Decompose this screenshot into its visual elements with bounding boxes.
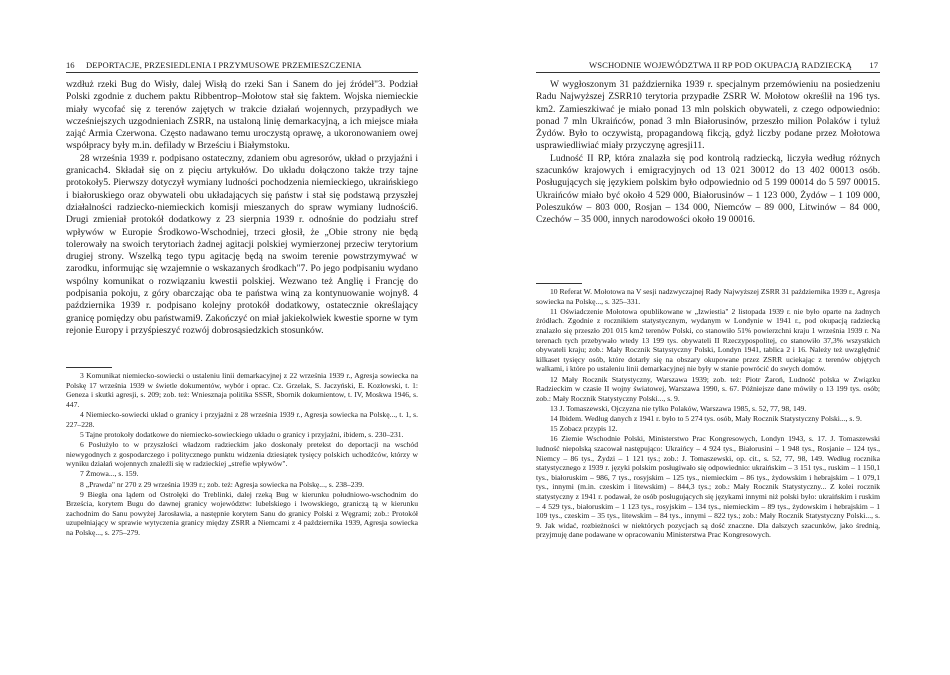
left-running-head: DEPORTACJE, PRZESIEDLENIA I PRZYMUSOWE PRZEMIESZCZENIA (86, 60, 362, 70)
footnote-3: 3 Komunikat niemiecko-sowiecki o ustaleniu linii demarkacyjnej z 22 września 1939 r., Agresja sowiecka na Polskę 17 września 1939 w świetle dokumentów, wybór i oprac. Cz. Grzelak, S. Jaczyński, E. Kozłowski, t. 1: Geneza i skutki agresji, s. 209; zob. też: Wniesznaja politika SSSR, Sbornik dokumientow, t. IV, Moskwa 1946, s. 447. (66, 371, 418, 409)
left-page-header (66, 58, 418, 73)
right-page-number: 17 (869, 60, 878, 70)
left-body-text (66, 79, 418, 337)
right-page-header (536, 58, 880, 73)
footnote-5: 5 Tajne protokoły dodatkowe do niemiecko-sowieckiego układu o granicy i przyjaźni, ibidem, s. 230–231. (80, 429, 404, 439)
footnote-11: 11 Oświadczenie Mołotowa opublikowane w „Izwiestia" 2 listopada 1939 r. nie było oparte na żadnych źródłach. Zgodnie z rocznikiem statystycznym, wydanym w Londynie w 1941 r., pod okupacją radziecką znalazło się przeszło 201 015 km2 terenów Polski, co stanowiło 51% powierzchni kraju 1 września 1939 r. Na terenach tych przebywało wtedy 13 199 tys. obywateli II Rzeczypospolitej, co stanowiło 37,3% wszystkich obywateli kraju; zob.: Mały Rocznik Statystyczny Polski, Londyn 1941, tablica 2 i 16. Należy też uwzględnić kilkaset tysięcy osób, które dotarły się na obszary okupowane przez ZSRR uciekając z terenów objętych walkami, i które po ustaleniu linii demarkacyjnej nie były w stanie powrócić do swych domów. (536, 306, 880, 374)
right-page (536, 0, 880, 675)
right-running-head: WSCHODNIE WOJEWÓDZTWA II RP POD OKUPACJĄ RADZIECKĄ (589, 60, 852, 70)
right-paragraph-2: Ludność II RP, która znalazła się pod kontrolą radziecką, liczyła według różnych szacunków krajowych i emigracyjnych od 13 021 30012 do 13 402 00013 osób. Posługujących się językiem polskim było odpowiednio od 5 199 00014 do 5 597 00015. Ukraińców miało być około 4 529 000, Białorusinów – 1 123 000, Żydów – 1 109 000, Poleszuków – 803 000, Rosjan – 134 000, Niemców – 89 000, Litwinów – 84 000, Czechów – 35 000, innych narodowości około 19 00016. (536, 152, 880, 226)
footnote-14: 14 Ibidem. Według danych z 1941 r. było to 5 274 tys. osób, Mały Rocznik Statystyczny Polski..., s. 9. (550, 414, 862, 424)
right-footnote-rule (536, 283, 582, 284)
left-paragraph-2: 28 września 1939 r. podpisano ostateczny, zdaniem obu agresorów, układ o przyjaźni i granicach4. Składał się on z pięciu artykułów. Do układu dołączono także trzy tajne protokoły5. Pierwszy dotyczył wymiany ludności pochodzenia niemieckiego, ukraińskiego i białoruskiego oraz obywateli obu układających się państw i stał się podstawą przyszłej działalności radziecko-niemieckich komisji mieszanych do spraw wymiany ludności6. Drugi zmieniał protokół dodatkowy z 23 sierpnia 1939 r. odnośnie do podziału stref wpływów w Europie Środkowo-Wschodniej, trzeci głosił, że „Obie strony nie będą tolerowały na swoich terytoriach żadnej agitacji polskiej wymierzonej przeciw terytorium drugiej strony. Wszelką tego typu agitację będą na swoim terenie powstrzymywać w zarodku, informując się wzajemnie o wskazanych środkach"7. Po jego podpisaniu wydano wspólny komunikat o rozwiązaniu kwestii polskiej. Wezwano też Anglię i Francję do podpisania pokoju, z góry obarczając oba te państwa winą za kontynuowanie wojny8. 4 października 1939 r. podpisano kolejny protokół dodatkowy, ostatecznie określający granicę pomiędzy obu państwami9. Zakończyć on miał jakiekolwiek kwestie sporne w tym rejonie Europy i przyśpieszyć rozwój dobrosąsiedzkich stosunków. (66, 152, 418, 336)
right-body-text (536, 79, 880, 227)
footnote-7: 7 Żmowa..., s. 159. (80, 469, 139, 479)
left-paragraph-1: wzdłuż rzeki Bug do Wisły, dalej Wisłą do rzeki San i Sanem do jej źródeł"3. Podział Polski zgodnie z duchem paktu Ribbentrop–Mołotow stał się faktem. Wojska niemieckie miały wycofać się z terenów zajętych w trakcie działań wojennych, przypadłych we wcześniejszych uzgodnieniach ZSRR, na ustaloną linię demarkacyjną, a ich miejsce miała zająć Armia Czerwona. Często nadawano temu uroczystą oprawę, a ukoronowaniem owej współpracy były m.in. defilady w Brześciu i Białymstoku. (66, 79, 418, 152)
footnote-12: 12 Mały Rocznik Statystyczny, Warszawa 1939; zob. też: Piotr Żaroń, Ludność polska w Związku Radzieckim w czasie II wojny światowej, Warszawa 1990, s. 67. Późniejsze dane mówiły o 13 199 tys. osób; zob.: Mały Rocznik Statystyczny Polski..., s. 9. (536, 374, 880, 403)
left-page-number: 16 (66, 60, 75, 70)
left-page (66, 0, 418, 675)
footnote-13: 13 J. Tomaszewski, Ojczyzna nie tylko Polaków, Warszawa 1985, s. 52, 77, 98, 149. (550, 403, 807, 413)
footnote-6: 6 Posłużyło to w przyszłości władzom radzieckim jako doskonały pretekst do deportacji na wschód niewygodnych z gospodarczego i politycznego punktu widzenia dziesiątek tysięcy polskich uchodźców, którzy w wyniku działań wojennych znaleźli się w radzieckiej „strefie wpływów". (66, 439, 418, 469)
footnote-9: 9 Biegła ona lądem od Ostrołęki do Treblinki, dalej rzeką Bug w kierunku południowo-wschodnim do Brześcia, korytem Bugu do dawnej granicy województw: lubelskiego i lwowskiego, graniczą tą w kierunku zachodnim do Sanu powyżej Jarosławia, a następnie korytem Sanu do granicy Polski z Węgrami; zob.: Protokół uzupełniający w sprawie wytyczenia granicy między ZSRR a Niemcami z 4 października 1939, Agresja sowiecka na Polskę..., s. 275–279. (66, 489, 418, 538)
right-paragraph-1: W wygłoszonym 31 października 1939 r. specjalnym przemówieniu na posiedzeniu Radu Najwyższej ZSRR10 terytoria przypadłe ZSRR W. Mołotow określił na 196 tys. km2. Zamieszkiwać je miało ponad 13 mln polskich obywateli, z czego odpowiednio: ponad 7 mln Ukraińców, ponad 3 mln Białorusinów, przeszło milion Polaków i tyluż Żydów. Było to oczywistą, propagandową fikcją, gdyż liczby podane przez Mołotowa usprawiedliwiać miały przyczynę agresji11. (536, 79, 880, 152)
left-footnote-rule (66, 367, 112, 368)
left-footnotes (66, 371, 418, 538)
footnote-8: 8 „Prawda" nr 270 z 29 września 1939 r.; zob. też: Agresja sowiecka na Polskę..., s. 238–239. (80, 479, 365, 489)
footnote-4: 4 Niemiecko-sowiecki układ o granicy i przyjaźni z 28 września 1939 r., Agresja sowiecka na Polskę..., t. 1, s. 227–228. (66, 409, 418, 429)
footnote-15: 15 Zobacz przypis 12. (550, 424, 618, 434)
footnote-10: 10 Referat W. Mołotowa na V sesji nadzwyczajnej Rady Najwyższej ZSRR 31 października 1939 r., Agresja sowiecka na Polskę..., s. 325–331. (536, 287, 880, 306)
right-footnotes (536, 287, 880, 540)
footnote-16: 16 Ziemie Wschodnie Polski, Ministerstwo Prac Kongresowych, Londyn 1943, s. 17. J. Tomaszewski ludność niepolską szacował następująco: Ukraińcy – 4 924 tys., Białorusini – 1 948 tys., Rosjanie – 124 tys., Niemcy – 86 tys., Żydzi – 1 121 tys.; zob.: J. Tomaszewski, op. cit., s. 52, 77, 98, 149. Według rocznika statystycznego z 1939 r. języki polskim posługiwało się odpowiednio: ukraińskim – 3 151 tys., ruskim – 1 150,1 tys., białoruskim – 986, 7 tys., rosyjskim – 125 tys., niemieckim – 86 tys., żydowskim i hebrajskim – 1 079,1 tys., innymi (m.in. czeskim i litewskim) – 844,3 tys.; zob.: Mały Rocznik Statystyczny... Z kolei rocznik statystyczny z 1941 r. podawał, że osób posługujących się językami innymi niż polski było: ukraińskim i ruskim – 4 529 tys., białoruskim – 1 123 tys., rosyjskim – 134 tys., niemieckim – 89 tys., żydowskim i hebrajskim – 1 109 tys., czeskim – 35 tys., litewskim – 84 tys., innymi – 822 tys.; zob.: Mały Rocznik Statystyczny Polski..., s. 9. Jak widać, rozbieżności w niektórych pozycjach są dość znaczne. Dla dalszych szacunków, jako średnią, przyjmuję dane podawane w opracowaniu Ministerstwa Prac Kongresowych. (536, 434, 880, 540)
